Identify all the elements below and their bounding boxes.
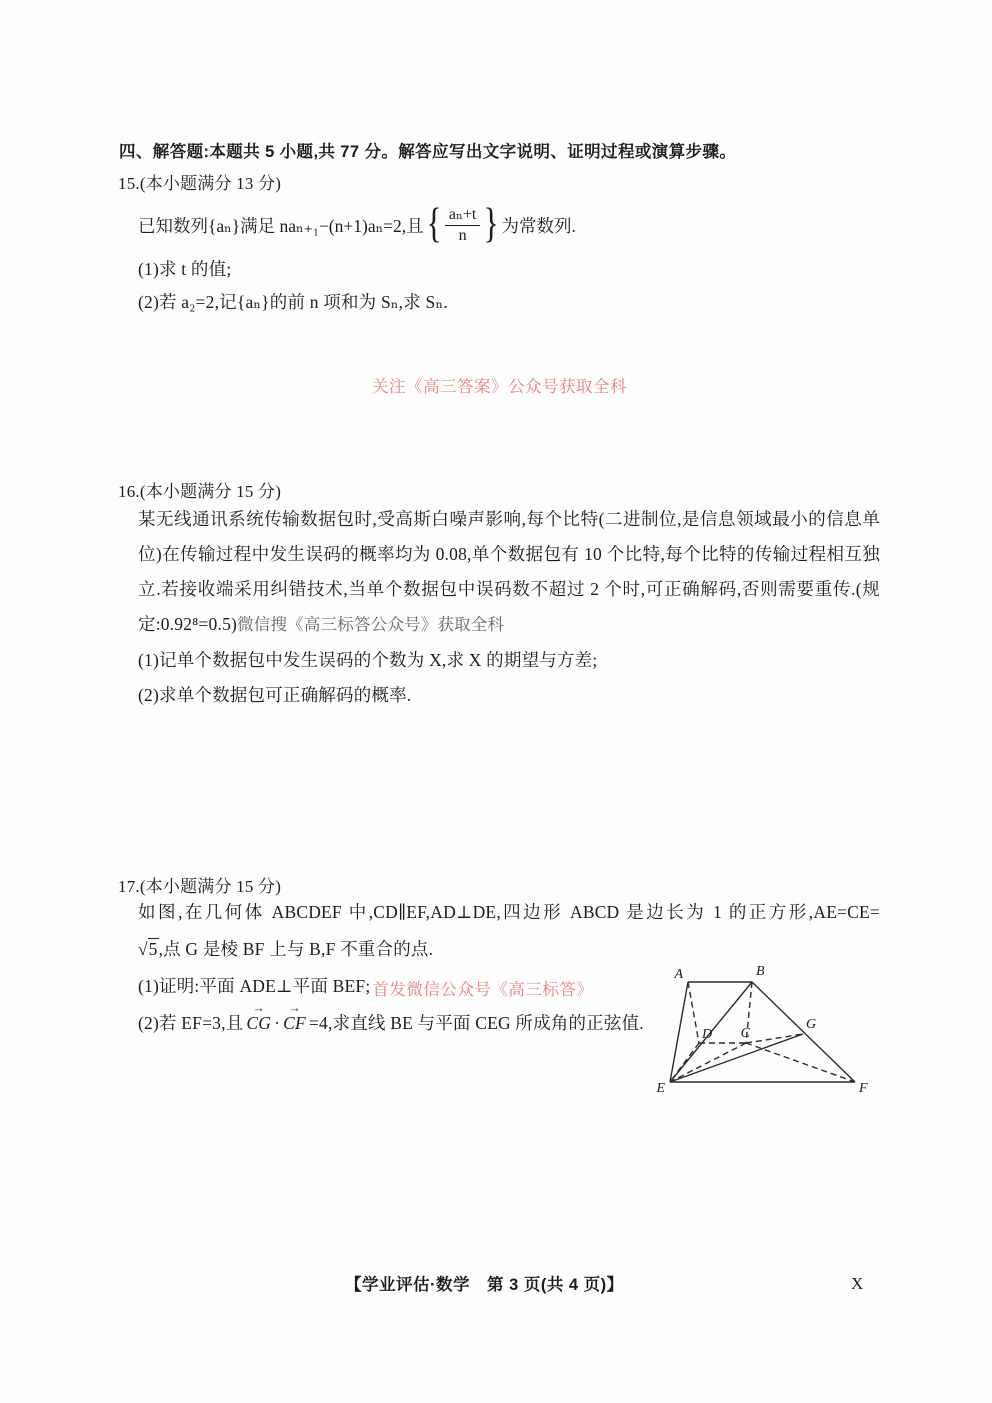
promo-banner-1: 关注《高三答案》公众号获取全科 (372, 377, 627, 396)
q17-line2-rest: ,点 G 是棱 BF 上与 B,F 不重合的点. (158, 939, 434, 959)
sqrt-value: 5 (148, 939, 158, 959)
q17-part2-row (138, 1001, 644, 1035)
edge-CG (746, 1034, 803, 1043)
q15-brace-right: } (483, 201, 499, 248)
promo-banner-2: 首发微信公众号《高三标答》 (372, 980, 594, 999)
q15-fraction (445, 206, 481, 244)
q15-header: 15.(本小题满分 13 分) (118, 174, 282, 193)
q15-brace-left: { (426, 201, 442, 248)
q16-part2: (2)求单个数据包可正确解码的概率. (138, 685, 412, 705)
edge-BF (752, 982, 855, 1082)
vertex-label-F: F (859, 1081, 868, 1096)
q15-fraction-numerator: aₙ+t (445, 206, 481, 226)
q15-part1: (1)求 t 的值; (138, 259, 232, 279)
edge-AE (670, 982, 688, 1082)
footer-title-page-number: 【学业评估·数学 第 3 页(共 4 页)】 (345, 1276, 624, 1294)
q17-part2-prefix: (2)若 EF=3,且 (138, 1013, 244, 1033)
q16-line4-black: 定:0.92⁸=0.5) (138, 614, 238, 634)
q15-part2: (2)若 a₂=2,记{aₙ}的前 n 项和为 Sₙ,求 Sₙ. (138, 292, 448, 312)
q15-intro-suffix: 为常数列. (501, 215, 576, 236)
vertex-label-D: D (702, 1027, 713, 1042)
q17-part2-suffix: =4,求直线 BE 与平面 CEG 所成角的正弦值. (308, 1013, 644, 1033)
edge-CE (670, 1043, 746, 1082)
q15-fraction-denominator: n (458, 226, 467, 244)
sqrt-symbol: √ (138, 939, 148, 959)
vector-CF-label: CF (283, 1013, 306, 1033)
q15-intro-prefix: 已知数列{aₙ}满足 naₙ₊₁−(n+1)aₙ=2,且 (138, 215, 424, 236)
q16-body-line1: 某无线通讯系统传输数据包时,受高斯白噪声影响,每个比特(二进制位,是信息领域最小的信息单 (138, 509, 880, 529)
q16-body-line3: 立.若接收端采用纠错技术,当单个数据包中误码数不超过 2 个时,可正确解码,否则需要重传.(规 (138, 579, 880, 599)
section-header: 四、解答题:本题共 5 小题,共 77 分。解答应写出文字说明、证明过程或演算步骤。 (119, 143, 737, 161)
vertex-label-E: E (656, 1081, 665, 1096)
q17-part1: (1)证明:平面 ADE⊥平面 BEF; (138, 976, 371, 996)
dot-operator: · (274, 1013, 281, 1033)
edge-AD (688, 982, 699, 1043)
vertex-label-B: B (756, 964, 765, 979)
q17-part1-row (138, 973, 593, 998)
vector-arrow-icon: → (252, 1001, 265, 1016)
vertex-label-G: G (806, 1017, 817, 1032)
vector-CG (246, 1001, 272, 1034)
q16-header: 16.(本小题满分 15 分) (118, 482, 282, 501)
vector-arrow-icon: → (288, 1001, 301, 1016)
vector-CF (283, 1001, 306, 1034)
q17-header: 17.(本小题满分 15 分) (118, 877, 282, 896)
footer-version-mark: X (851, 1274, 864, 1293)
vertex-label-C: C (740, 1026, 750, 1041)
q15-intro (138, 198, 576, 252)
q16-part1: (1)记单个数据包中发生误码的个数为 X,求 X 的期望与方差; (138, 650, 598, 670)
vertex-label-A: A (674, 967, 683, 982)
q17-body-line1: 如图,在几何体 ABCDEF 中,CD∥EF,AD⊥DE,四边形 ABCD 是边长为 1 的正方形,AE=CE= (138, 902, 880, 922)
q17-body-line2 (138, 936, 433, 961)
q16-line4-watermark: 微信搜《高三标答公众号》获取全科 (237, 615, 505, 634)
q16-body-line2: 位)在传输过程中发生误码的概率均为 0.08,单个数据包有 10 个比特,每个比特的传输过程相互独 (138, 544, 880, 564)
vector-CG-label: CG (246, 1013, 272, 1033)
geometry-figure (652, 958, 872, 1098)
q16-body-line4 (138, 611, 504, 636)
